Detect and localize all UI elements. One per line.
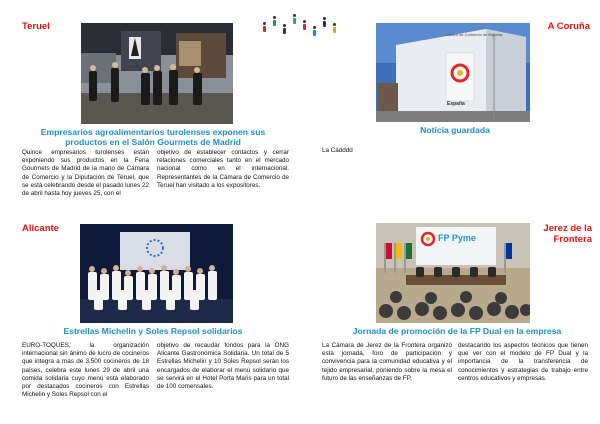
- headline-alicante: Estrellas Michelin y Soles Repsol solidarios: [63, 326, 243, 336]
- person-figure-icon: [262, 22, 266, 36]
- headline-teruel: Empresarios agroalimentarios turolenses exponen sus productos en el Salón Gourmets de Madrid: [40, 127, 266, 147]
- body-teruel-col1: Quince empresarios turolenses están exponiendo sus productos en la Feria Gourmets de Madrid de la mano de Cámara de Comercio y la Diputación de Teruel, que se está celebrando desde el pasado lunes 22 de abril hasta hoy jueves 25, con el: [22, 149, 149, 198]
- body-teruel-col2: objetivo de establecer contactos y cerrar relaciones comerciales tanto en el mercado nacional como en el internacional. Representantes de la Cámara de Comercio de Teruel han visitado a los expositores.: [157, 149, 289, 189]
- photo-chefs-alicante: [80, 224, 233, 323]
- photo-fp-dual-event: [376, 223, 530, 323]
- region-label-a-coruna: A Coruña: [547, 21, 590, 32]
- screen-text-fp-pyme: FP Pyme: [438, 233, 476, 243]
- person-figure-icon: [272, 16, 276, 36]
- person-figure-icon: [282, 24, 286, 36]
- person-figure-icon: [332, 23, 336, 36]
- headline-a-coruna: Noticia guardada: [420, 125, 490, 135]
- person-figure-icon: [312, 26, 316, 36]
- headline-jerez: Jornada de promoción de la FP Dual en la empresa: [352, 326, 562, 336]
- body-alicante-col2: objetivo de recaudar fondos para la ONG Alicante Gastronómica Solidaria. Un total de 5 Estrellas Michelin y 10 Soles Repsol serán los encargados de elaborar el menú solidario que se servirá en el Hotel Porta Maris para un total de 100 comensales.: [157, 342, 289, 391]
- body-alicante-col1: EURO-TOQUES, la organización internacional sin ánimo de lucro de cocineros que integra a más de 3.500 cocineros de 18 países, celebra este lunes 29 de abril una comida solidaria cuyo menú está elaborado por destacados cocineros con Estrellas Michelin y Soles Repsol con el: [22, 342, 149, 399]
- body-a-coruna: La Cádddd: [322, 147, 353, 154]
- person-figure-icon: [302, 20, 306, 36]
- body-jerez-col1: La Cámara de Jerez de la Frontera organizó esta jornada, foro de participación y convivencia para la comunidad educativa y el tejido empresarial, poniendo sobre la mesa el futuro de las enseñanzas de FP,: [322, 342, 452, 382]
- body-jerez-col2: destacando los aspectos técnicos que tienen que ver con el modelo de FP Dual y la importancia de la transferencia de conocimientos y estrategias de trabajo entre centros educativos y empresas.: [458, 342, 588, 382]
- building-sign: Centro de Comercio de España: [446, 32, 503, 37]
- person-figure-icon: [292, 14, 296, 36]
- decorative-figures: [262, 14, 336, 36]
- person-figure-icon: [322, 17, 326, 36]
- region-label-jerez: Jerez de la Frontera: [543, 223, 592, 245]
- region-label-alicante: Alicante: [22, 223, 59, 234]
- photo-building-a-coruna: [376, 23, 530, 122]
- building-text: España: [447, 101, 465, 107]
- region-label-teruel: Teruel: [22, 21, 50, 32]
- photo-salon-gourmets: [81, 23, 233, 124]
